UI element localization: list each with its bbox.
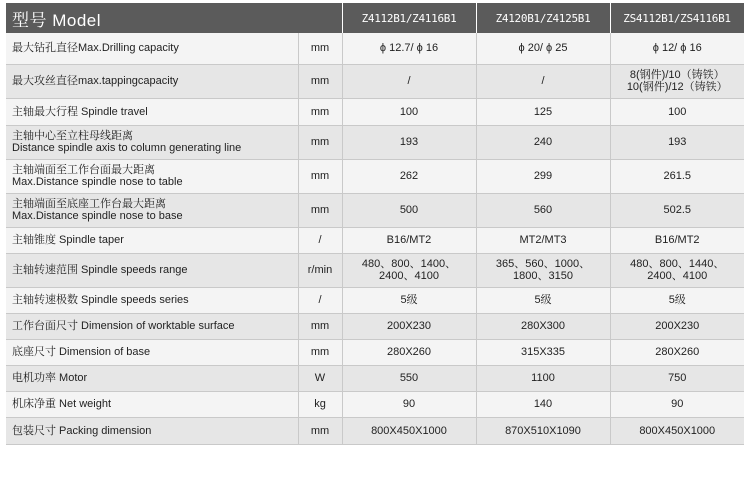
spec-value-model-2-text: ϕ 20/ ϕ 25 [518, 42, 568, 55]
spec-value-model-3-text: 800X450X1000 [639, 424, 716, 437]
spec-value-model-3-text: 480、800、1440、 [630, 258, 725, 270]
spec-value-model-3-text: 100 [668, 105, 687, 118]
spec-value-model-1-text: 200X230 [386, 320, 432, 332]
spec-value-model-3-text: 193 [668, 136, 687, 148]
spec-value-model-1 [342, 227, 476, 253]
spec-label [6, 417, 298, 444]
spec-label [6, 365, 298, 391]
table-row [6, 125, 744, 159]
spec-unit-text: mm [310, 42, 330, 55]
spec-value-model-3 [610, 98, 744, 125]
spec-value-model-3 [610, 417, 744, 444]
spec-unit-text: kg [314, 398, 326, 410]
spec-value-model-1-text: B16/MT2 [386, 234, 432, 246]
spec-value-model-3-text: 502.5 [663, 204, 692, 216]
spec-value-model-1 [342, 159, 476, 193]
spec-label [6, 159, 298, 193]
spec-value-model-1-text: 800X450X1000 [371, 424, 447, 437]
spec-value-model-2-text: 560 [533, 204, 553, 216]
spec-value-model-3-text: ϕ 12/ ϕ 16 [652, 42, 702, 55]
spec-unit [298, 339, 342, 365]
spec-value-model-1-text: 480、800、1400、 [361, 258, 457, 270]
spec-value-model-1-text: 500 [399, 204, 419, 216]
spec-value-model-1 [342, 417, 476, 444]
spec-unit [298, 313, 342, 339]
spec-value-model-3 [610, 33, 744, 64]
table-row [6, 193, 744, 227]
spec-value-model-2-text: 365、560、1000、 [495, 258, 591, 270]
table-row [6, 227, 744, 253]
spec-value-model-2 [476, 339, 610, 365]
spec-label-text: 电机功率 Motor [12, 372, 88, 384]
spec-value-model-2 [476, 253, 610, 287]
spec-value-model-2 [476, 313, 610, 339]
spec-value-model-1 [342, 98, 476, 125]
spec-unit-text: mm [310, 136, 330, 148]
spec-label-text: Max.Distance spindle nose to base [12, 210, 183, 222]
spec-unit [298, 365, 342, 391]
spec-value-model-1 [342, 33, 476, 64]
spec-unit-text: mm [310, 75, 330, 87]
table-row [6, 313, 744, 339]
spec-value-model-3-text: 5级 [668, 294, 686, 306]
spec-label [6, 313, 298, 339]
spec-value-model-1 [342, 313, 476, 339]
spec-value-model-2 [476, 417, 610, 444]
table-row [6, 391, 744, 417]
spec-value-model-2 [476, 287, 610, 313]
spec-value-model-1-text: 550 [399, 372, 419, 384]
spec-value-model-3-text: B16/MT2 [654, 234, 700, 246]
spec-value-model-1-text: 100 [399, 105, 419, 118]
spec-value-model-1-text: 90 [402, 398, 416, 410]
spec-label-text: Distance spindle axis to column generating line [12, 142, 242, 154]
table-row [6, 98, 744, 125]
spec-unit [298, 64, 342, 98]
spec-value-model-3 [610, 227, 744, 253]
spec-unit [298, 417, 342, 444]
spec-value-model-3 [610, 365, 744, 391]
spec-unit [298, 227, 342, 253]
spec-value-model-3-text: 10(钢件)/12（铸铁） [626, 81, 728, 93]
spec-label [6, 193, 298, 227]
spec-label-text: 机床净重 Net weight [12, 398, 112, 410]
table-row [6, 33, 744, 64]
spec-value-model-3 [610, 193, 744, 227]
spec-value-model-3-text: 90 [671, 398, 684, 410]
spec-unit [298, 391, 342, 417]
spec-label-text: 底座尺寸 Dimension of base [12, 346, 151, 358]
spec-label-text: 最大攻丝直径max.tappingcapacity [12, 75, 179, 87]
spec-label [6, 125, 298, 159]
spec-label-text: 包装尺寸 Packing dimension [12, 424, 152, 437]
spec-label-text: 工作台面尺寸 Dimension of worktable surface [12, 320, 235, 332]
spec-unit-text: mm [310, 320, 330, 332]
spec-value-model-2-text: 870X510X1090 [505, 424, 581, 437]
table-row [6, 417, 744, 444]
spec-value-model-2-text: 299 [533, 170, 553, 182]
spec-label [6, 98, 298, 125]
spec-value-model-1-text: ϕ 12.7/ ϕ 16 [379, 42, 439, 55]
spec-unit-text: mm [310, 105, 330, 118]
spec-value-model-3 [610, 391, 744, 417]
spec-value-model-2 [476, 227, 610, 253]
spec-value-model-2 [476, 125, 610, 159]
spec-value-model-1 [342, 339, 476, 365]
spec-label [6, 33, 298, 64]
spec-value-model-1-text: 2400、4100 [379, 270, 439, 282]
table-row [6, 159, 744, 193]
spec-unit-text: r/min [307, 264, 333, 276]
model-name-2: Z4120B1/Z4125B1 [476, 3, 610, 33]
spec-label-text: 主轴转速极数 Spindle speeds series [12, 294, 189, 306]
spec-value-model-2 [476, 33, 610, 64]
spec-value-model-1 [342, 287, 476, 313]
spec-label-text: 主轴转速范围 Spindle speeds range [12, 264, 188, 276]
spec-unit [298, 193, 342, 227]
spec-label-text: 主轴锥度 Spindle taper [12, 234, 124, 246]
spec-value-model-2 [476, 64, 610, 98]
spec-value-model-3-text: 750 [668, 372, 687, 384]
spec-value-model-1 [342, 125, 476, 159]
spec-value-model-3-text: 280X260 [655, 346, 700, 358]
spec-label [6, 287, 298, 313]
spec-value-model-2-text: 1100 [531, 372, 555, 384]
spec-value-model-3-text: 2400、4100 [647, 270, 708, 282]
spec-unit [298, 287, 342, 313]
spec-label-text: 最大钻孔直径Max.Drilling capacity [12, 42, 179, 55]
spec-value-model-3 [610, 159, 744, 193]
spec-value-model-3 [610, 253, 744, 287]
spec-label [6, 339, 298, 365]
spec-value-model-3-text: 200X230 [655, 320, 700, 332]
spec-value-model-1-text: 193 [399, 136, 419, 148]
spec-unit-text: mm [310, 170, 330, 182]
spec-value-model-3 [610, 64, 744, 98]
model-name-3: ZS4112B1/ZS4116B1 [610, 3, 744, 33]
spec-value-model-2-text: 280X300 [520, 320, 566, 332]
model-title: 型号 Model [6, 3, 342, 33]
spec-value-model-1-text: / [407, 75, 411, 87]
spec-value-model-2-text: MT2/MT3 [519, 234, 567, 246]
spec-unit [298, 33, 342, 64]
spec-label-text: 主轴最大行程 Spindle travel [12, 105, 148, 118]
spec-label [6, 253, 298, 287]
spec-value-model-2-text: 1800、3150 [513, 270, 573, 282]
spec-unit-text: mm [310, 424, 330, 437]
spec-value-model-3 [610, 313, 744, 339]
spec-label-text: Max.Distance spindle nose to table [12, 176, 183, 188]
spec-value-model-1-text: 280X260 [386, 346, 432, 358]
spec-unit-text: W [314, 372, 326, 384]
spec-value-model-1-text: 262 [399, 170, 419, 182]
spec-unit [298, 98, 342, 125]
spec-value-model-3 [610, 287, 744, 313]
spec-unit [298, 253, 342, 287]
spec-value-model-3 [610, 339, 744, 365]
spec-label [6, 227, 298, 253]
spec-unit [298, 159, 342, 193]
spec-value-model-2 [476, 159, 610, 193]
spec-value-model-3-text: 261.5 [663, 170, 692, 182]
spec-unit-text: / [318, 234, 322, 246]
header-row [6, 3, 744, 33]
spec-value-model-2-text: 140 [533, 398, 553, 410]
spec-value-model-2-text: 125 [533, 105, 553, 118]
spec-value-model-1 [342, 391, 476, 417]
spec-value-model-2-text: 5级 [534, 294, 552, 306]
spec-value-model-3-text: 8(钢件)/10（铸铁） [629, 69, 725, 81]
table-row [6, 253, 744, 287]
spec-label [6, 64, 298, 98]
spec-table [6, 3, 745, 445]
spec-value-model-2 [476, 98, 610, 125]
spec-value-model-1 [342, 365, 476, 391]
table-row [6, 64, 744, 98]
spec-value-model-2 [476, 391, 610, 417]
spec-unit [298, 125, 342, 159]
spec-label-text: 主轴端面至底座工作台最大距离 [12, 198, 166, 210]
spec-unit-text: mm [310, 346, 330, 358]
table-row [6, 287, 744, 313]
spec-label-text: 主轴中心至立柱母线距离 [12, 130, 133, 142]
spec-label-text: 主轴端面至工作台面最大距离 [12, 164, 155, 176]
spec-value-model-1 [342, 64, 476, 98]
spec-unit-text: mm [310, 204, 330, 216]
table-row [6, 365, 744, 391]
spec-value-model-2 [476, 365, 610, 391]
spec-value-model-1 [342, 193, 476, 227]
spec-value-model-2 [476, 193, 610, 227]
spec-value-model-2-text: 315X335 [520, 346, 566, 358]
spec-value-model-2-text: / [541, 75, 545, 87]
spec-value-model-2-text: 240 [533, 136, 553, 148]
spec-unit-text: / [318, 294, 322, 306]
spec-value-model-1-text: 5级 [400, 294, 418, 306]
spec-value-model-3 [610, 125, 744, 159]
model-name-1: Z4112B1/Z4116B1 [342, 3, 476, 33]
table-row [6, 339, 744, 365]
spec-label [6, 391, 298, 417]
spec-value-model-1 [342, 253, 476, 287]
